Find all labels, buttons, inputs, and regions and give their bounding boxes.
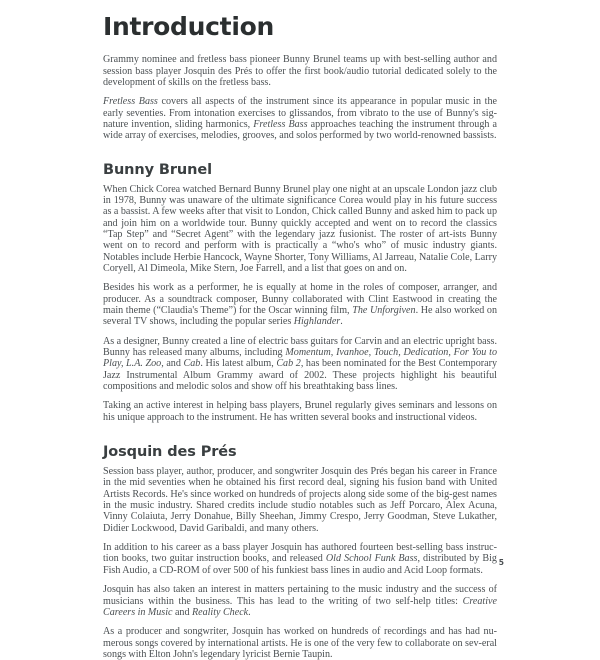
text-run: When Chick Corea watched Bernard Bunny Brunel play one night at an upscale London jazz club in 1978, Bunny was unaware of the ultimate significance Corea would play in his future success as a bassist. A few weeks after that visit to London, Chick called Bunny and asked him to pack up and join him on a worldwide tour. Bunny quickly accepted and went on to record the classics “Tap Step” and “Secret Agent” with the legendary jazz fusionist. The roster of art-ists Bunny went on to record and perform with is practically a “who's who” of music industry giants. Notables include Herbie Hancock, Wayne Shorter, Tony Williams, Al Jarreau, Natalie Cole, Larry Coryell, Al Dimeola, Mike Stern, Joe Farrell, and a list that goes on and on. xyxy=(103,183,497,274)
italic-text: Momentum, Ivanhoe, Touch, Dedication, For You to Play, L.A. Zoo, xyxy=(103,347,497,370)
paragraph xyxy=(103,400,497,423)
italic-text: Cab xyxy=(183,358,201,370)
text-run: Session bass player, author, producer, and songwriter Josquin des Prés began his career in France in the mid seventies when he obtained his first record deal, signing his fusion band with United Artists Records. He's since worked on hundreds of projects along side some of the big-gest names in the music industry. Shared credits include studio notables such as Jeff Porcaro, Alex Acuna, Vinny Colaiuta, Jerry Donahue, Billy Sheehan, Jimmy Crespo, Jerry Goodman, Steve Lukather, Didier Lockwood, David Garibaldi, and many others. xyxy=(103,466,497,534)
italic-text: Reality Check xyxy=(191,606,249,618)
italic-text: Creative Careers in Music xyxy=(103,595,497,618)
text-run: Besides his work as a performer, he is equally at home in the roles of composer, arranger, and producer. As a soundtrack composer, Bunny collaborated with Clint Eastwood in creating the main theme (“Claudia's Theme”) for the Oscar winning film, xyxy=(103,282,497,317)
text-run: . He also worked on several TV shows, including the popular series xyxy=(103,305,497,328)
paragraph xyxy=(103,282,497,327)
text-run: . xyxy=(340,316,343,328)
paragraph xyxy=(103,336,497,393)
paragraph xyxy=(103,542,497,576)
text-run: , has been nominated for the Best Contemporary Jazz Instrumental Album Grammy award of 2002. These projects highlight his beautiful compositions and melodic solos and show off his breathtaking bass lines. xyxy=(103,358,497,393)
text-run: As a designer, Bunny created a line of electric bass guitars for Carvin and an electric upright bass. Bunny has released many albums, including xyxy=(103,335,497,359)
text-run: and xyxy=(172,606,192,618)
paragraph xyxy=(103,584,497,618)
text-run: Josquin has also taken an interest in matters pertaining to the music industry and the success of musicians within the business. This has lead to the writing of two self-help titles: xyxy=(103,584,497,607)
page-content xyxy=(103,14,497,660)
text-run: covers all aspects of the instrument since its appearance in popular music in the early seventies. From intonation exercises to glissandos, from vibrato to the use of Bunny's sig-nature invention, sliding harmonics, xyxy=(103,96,497,130)
italic-text: Cab 2 xyxy=(276,358,301,370)
paragraph xyxy=(103,54,497,88)
section-heading: Bunny Brunel xyxy=(103,161,212,178)
paragraph xyxy=(103,626,497,660)
paragraph xyxy=(103,184,497,275)
text-run: , distributed by Big Fish Audio, a CD-ROM of over 500 of his funkiest bass lines in audio and Acid Loop formats. xyxy=(103,553,497,576)
text-run: . xyxy=(248,606,251,618)
section-bunny-brunel xyxy=(103,163,497,423)
document-sections xyxy=(103,163,497,660)
section-josquin-des-pres xyxy=(103,445,497,660)
section-heading: Josquin des Prés xyxy=(103,444,237,461)
italic-text: Old School Funk Bass xyxy=(325,553,418,565)
text-run: Grammy nominee and fretless bass pioneer Bunny Brunel teams up with best-selling author and session bass player Josquin des Prés to offer the first book/audio tutorial dedicated solely to the development of skills on the fretless bass. xyxy=(103,54,497,88)
page-title: Introduction xyxy=(103,12,274,41)
paragraph xyxy=(103,466,497,534)
italic-text: Fretless Bass xyxy=(103,96,158,108)
italic-text: Highlander xyxy=(293,316,341,328)
text-run: In addition to his career as a bass player Josquin has authored fourteen best-selling bass instruc-tion books, two guitar instruction books, and released xyxy=(103,542,497,565)
page-number: 5 xyxy=(498,558,504,567)
introduction-paragraphs xyxy=(103,54,497,141)
text-run: As a producer and songwriter, Josquin has worked on hundreds of recordings and has had nu-merous songs covered by international artists. He is one of the very few to collaborate on sev-eral songs with Elton John's legendary lyricist Bernie Taupin. xyxy=(103,626,497,660)
italic-text: Fretless Bass xyxy=(253,118,308,130)
text-run: . His latest album, xyxy=(200,358,277,370)
paragraph xyxy=(103,96,497,141)
italic-text: The Unforgiven xyxy=(352,305,416,317)
text-run: and xyxy=(163,358,184,370)
text-run: approaches teaching the instrument through a wide array of exercises, melodies, grooves, and solos performed by two world-renowned bassists. xyxy=(103,118,497,142)
text-run: Taking an active interest in helping bass players, Brunel regularly gives seminars and lessons on his unique approach to the instrument. He has written several books and instructional videos. xyxy=(103,400,497,423)
